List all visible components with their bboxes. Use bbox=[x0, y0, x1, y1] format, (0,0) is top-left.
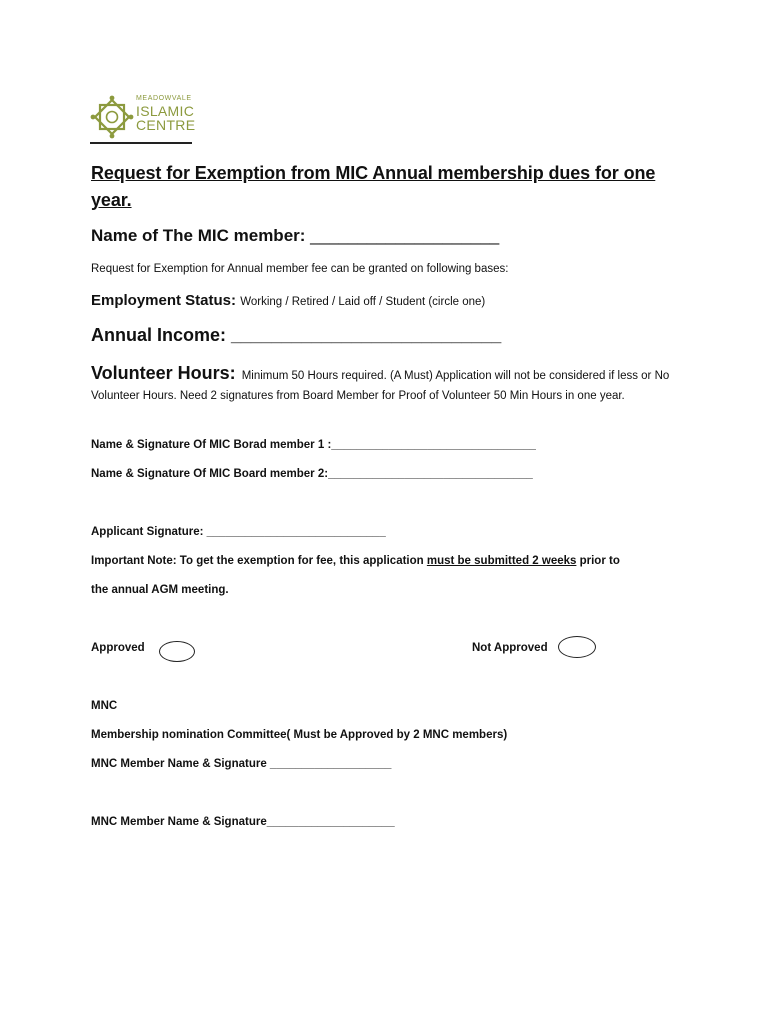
mnc-member-2-signature[interactable]: MNC Member Name & Signature____________________ bbox=[91, 816, 395, 828]
logo bbox=[90, 93, 196, 145]
note-suffix: prior to bbox=[576, 555, 620, 567]
bases-text: Request for Exemption for Annual member fee can be granted on following bases: bbox=[91, 263, 509, 275]
logo-line-3: CENTRE bbox=[136, 117, 196, 133]
note-underlined: must be submitted 2 weeks bbox=[426, 555, 577, 567]
employment-status-label: Employment Status: bbox=[91, 292, 237, 309]
annual-income-field[interactable] bbox=[91, 325, 501, 346]
member-name-field[interactable] bbox=[91, 226, 499, 246]
volunteer-hours-label: Volunteer Hours: bbox=[91, 363, 236, 383]
mnc-heading: MNC bbox=[91, 700, 118, 712]
important-note bbox=[91, 555, 620, 567]
volunteer-hours-text: Minimum 50 Hours required. (A Must) Application will not be considered if less or No Volunteer Hours. Need 2 signatures from Board Member for Proof of Volunteer 50 Min Hours in one year. bbox=[91, 370, 670, 402]
member-name-label: Name of The MIC member: bbox=[91, 226, 306, 245]
annual-income-blank[interactable]: ___________________________ bbox=[231, 325, 502, 345]
not-approved-circle[interactable] bbox=[558, 636, 596, 658]
logo-line-1: MEADOWVALE bbox=[136, 95, 192, 102]
form-title: Request for Exemption from MIC Annual membership dues for one year. bbox=[91, 163, 656, 210]
employment-status-field[interactable] bbox=[91, 292, 485, 309]
employment-status-options[interactable]: Working / Retired / Laid off / Student (circle one) bbox=[240, 296, 486, 308]
important-note-line-2: the annual AGM meeting. bbox=[91, 584, 229, 596]
star-logo-icon bbox=[90, 95, 134, 139]
mnc-member-1-signature[interactable]: MNC Member Name & Signature ___________________ bbox=[91, 758, 392, 770]
not-approved-label: Not Approved bbox=[472, 642, 548, 654]
logo-wordmark bbox=[136, 95, 195, 132]
volunteer-hours-section bbox=[91, 364, 681, 406]
applicant-signature[interactable]: Applicant Signature: ____________________________ bbox=[91, 526, 386, 538]
approved-label: Approved bbox=[91, 642, 145, 654]
member-name-blank[interactable]: ____________________ bbox=[310, 226, 500, 245]
approved-circle[interactable] bbox=[159, 641, 195, 662]
committee-text: Membership nomination Committee( Must be Approved by 2 MNC members) bbox=[91, 729, 508, 741]
board-member-2-signature[interactable]: Name & Signature Of MIC Board member 2:________________________________ bbox=[91, 468, 533, 480]
annual-income-label: Annual Income: bbox=[91, 325, 227, 345]
board-member-1-signature[interactable]: Name & Signature Of MIC Borad member 1 :________________________________ bbox=[91, 439, 536, 451]
note-prefix: Important Note: To get the exemption for fee, this application bbox=[91, 555, 427, 567]
logo-underline bbox=[90, 142, 192, 144]
logo-line-2: ISLAMIC bbox=[136, 103, 195, 119]
